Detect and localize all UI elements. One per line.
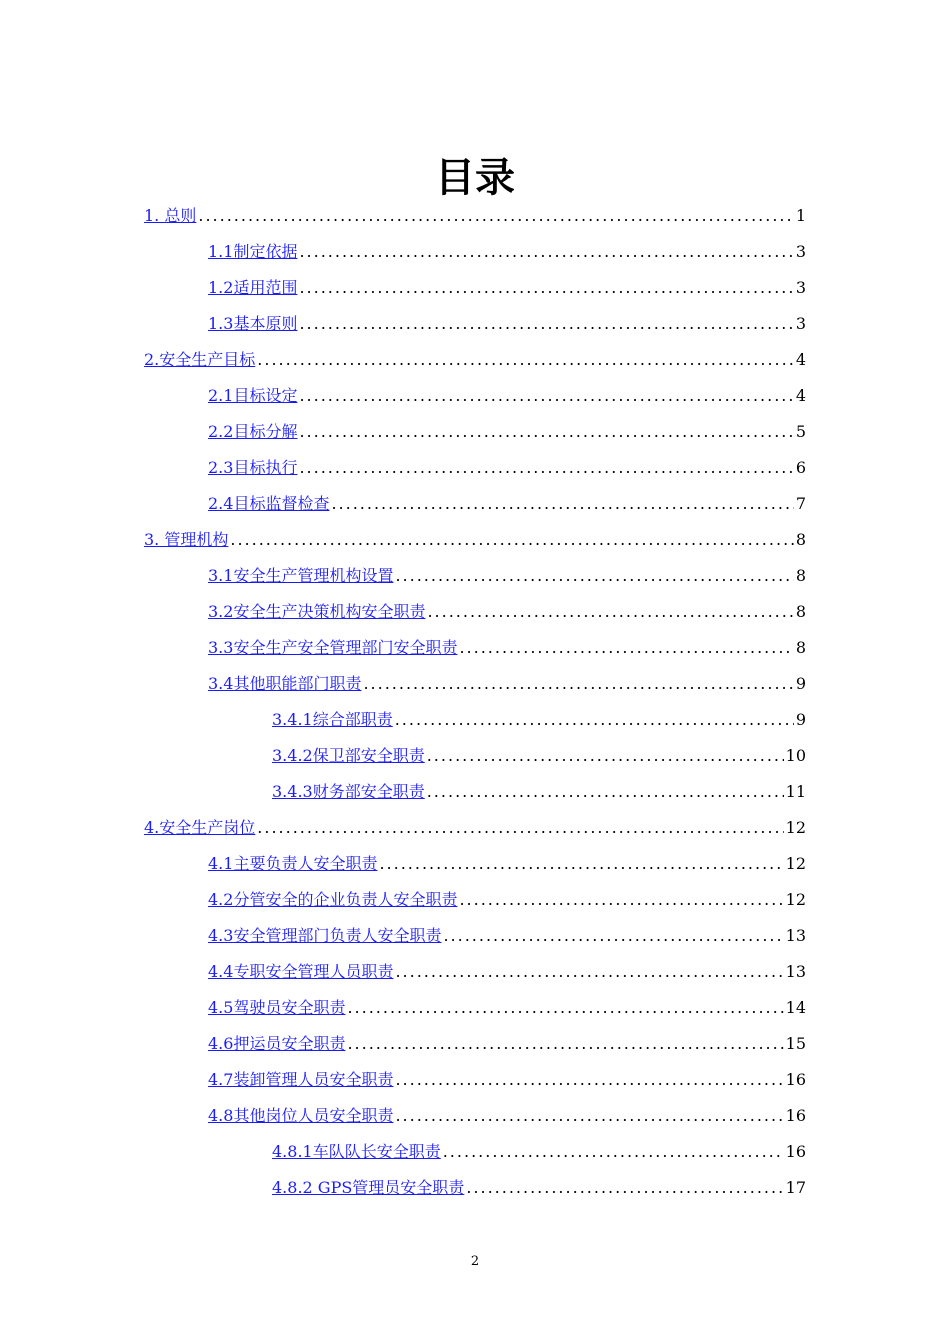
toc-entry	[0, 522, 950, 558]
toc-page-number: 5	[795, 422, 806, 441]
toc-link[interactable]: 3.4.3财务部安全职责	[272, 782, 425, 801]
toc-leader-dots	[379, 854, 783, 874]
toc-link[interactable]: 3.4.1综合部职责	[272, 710, 393, 729]
toc-leader-dots	[257, 350, 794, 370]
toc-page-number: 9	[795, 674, 806, 693]
toc-leader-dots	[299, 422, 793, 442]
toc-page-number: 8	[795, 602, 806, 621]
toc-leader-dots	[427, 782, 784, 802]
toc-link[interactable]: 4.8.1车队队长安全职责	[272, 1142, 441, 1161]
toc-leader-dots	[395, 566, 793, 586]
toc-entry	[0, 594, 950, 630]
toc-page-number: 9	[795, 710, 806, 729]
toc-row	[144, 350, 806, 370]
toc-row	[208, 1106, 806, 1126]
toc-entry	[0, 954, 950, 990]
toc-link[interactable]: 1.3基本原则	[208, 314, 298, 333]
toc-entry	[0, 810, 950, 846]
toc-entry	[0, 882, 950, 918]
toc-row	[272, 746, 806, 766]
toc-row	[144, 206, 806, 226]
toc-leader-dots	[331, 494, 793, 514]
toc-link[interactable]: 4.安全生产岗位	[144, 818, 256, 837]
toc-leader-dots	[257, 818, 783, 838]
toc-page-number: 6	[795, 458, 806, 477]
toc-row	[208, 1034, 806, 1054]
toc-leader-dots	[299, 278, 793, 298]
toc-link[interactable]: 2.3目标执行	[208, 458, 298, 477]
toc-link[interactable]: 4.4专职安全管理人员职责	[208, 962, 394, 981]
toc-row	[208, 278, 806, 298]
toc-link[interactable]: 3.2安全生产决策机构安全职责	[208, 602, 426, 621]
toc-page-number: 8	[795, 530, 806, 549]
toc-link[interactable]: 2.2目标分解	[208, 422, 298, 441]
toc-leader-dots	[427, 746, 784, 766]
toc-entry	[0, 450, 950, 486]
toc-entry	[0, 342, 950, 378]
toc-page-number: 10	[785, 746, 806, 765]
toc-link[interactable]: 4.2分管安全的企业负责人安全职责	[208, 890, 458, 909]
toc-entry	[0, 306, 950, 342]
toc-entry	[0, 846, 950, 882]
toc-page-number: 8	[795, 638, 806, 657]
toc-link[interactable]: 4.7装卸管理人员安全职责	[208, 1070, 394, 1089]
toc-leader-dots	[395, 962, 783, 982]
toc-link[interactable]: 4.6押运员安全职责	[208, 1034, 346, 1053]
table-of-contents	[0, 198, 950, 1206]
toc-link[interactable]: 4.1主要负责人安全职责	[208, 854, 378, 873]
toc-page-number: 13	[785, 926, 806, 945]
toc-entry	[0, 198, 950, 234]
toc-entry	[0, 1098, 950, 1134]
toc-leader-dots	[198, 206, 793, 226]
toc-row	[208, 962, 806, 982]
toc-entry	[0, 990, 950, 1026]
toc-page-number: 4	[795, 386, 806, 405]
toc-leader-dots	[347, 1034, 783, 1054]
toc-page-number: 3	[795, 242, 806, 261]
toc-entry	[0, 1134, 950, 1170]
page-number: 2	[470, 1254, 480, 1269]
toc-page-number: 14	[785, 998, 806, 1017]
toc-page-number: 15	[785, 1034, 806, 1053]
toc-link[interactable]: 4.5驾驶员安全职责	[208, 998, 346, 1017]
toc-row	[272, 1142, 806, 1162]
toc-page-number: 16	[785, 1142, 806, 1161]
toc-entry	[0, 702, 950, 738]
toc-row	[272, 782, 806, 802]
toc-page-number: 12	[785, 854, 806, 873]
toc-entry	[0, 918, 950, 954]
toc-row	[208, 458, 806, 478]
toc-row	[208, 854, 806, 874]
toc-row	[208, 890, 806, 910]
toc-row	[272, 1178, 806, 1198]
toc-leader-dots	[363, 674, 793, 694]
toc-entry	[0, 1170, 950, 1206]
toc-link[interactable]: 3.1安全生产管理机构设置	[208, 566, 394, 585]
page-title: 目录	[435, 155, 515, 201]
toc-page-number: 1	[795, 206, 806, 225]
toc-link[interactable]: 2.安全生产目标	[144, 350, 256, 369]
toc-link[interactable]: 1.2适用范围	[208, 278, 298, 297]
toc-page-number: 16	[785, 1106, 806, 1125]
toc-row	[208, 602, 806, 622]
toc-leader-dots	[427, 602, 793, 622]
toc-row	[208, 926, 806, 946]
toc-row	[208, 674, 806, 694]
toc-page-number: 12	[785, 890, 806, 909]
toc-leader-dots	[443, 926, 783, 946]
toc-link[interactable]: 1. 总则	[144, 206, 197, 225]
toc-leader-dots	[230, 530, 793, 550]
toc-leader-dots	[347, 998, 783, 1018]
toc-entry	[0, 486, 950, 522]
toc-row	[208, 638, 806, 658]
toc-row	[208, 386, 806, 406]
toc-page-number: 17	[785, 1178, 806, 1197]
toc-leader-dots	[395, 1106, 783, 1126]
toc-page-number: 13	[785, 962, 806, 981]
toc-row	[144, 530, 806, 550]
toc-link[interactable]: 3.3安全生产安全管理部门安全职责	[208, 638, 458, 657]
toc-link[interactable]: 3.4.2保卫部安全职责	[272, 746, 425, 765]
toc-entry	[0, 558, 950, 594]
toc-link[interactable]: 3. 管理机构	[144, 530, 229, 549]
toc-leader-dots	[299, 386, 793, 406]
toc-row	[208, 566, 806, 586]
toc-link[interactable]: 4.8.2 GPS管理员安全职责	[272, 1178, 465, 1197]
toc-row	[144, 818, 806, 838]
toc-link[interactable]: 2.1目标设定	[208, 386, 298, 405]
toc-leader-dots	[459, 890, 783, 910]
toc-leader-dots	[299, 242, 793, 262]
toc-entry	[0, 738, 950, 774]
toc-row	[208, 314, 806, 334]
toc-link[interactable]: 4.8其他岗位人员安全职责	[208, 1106, 394, 1125]
toc-leader-dots	[466, 1178, 783, 1198]
toc-page-number: 3	[795, 278, 806, 297]
toc-entry	[0, 1062, 950, 1098]
toc-page-number: 8	[795, 566, 806, 585]
toc-page-number: 16	[785, 1070, 806, 1089]
toc-row	[208, 998, 806, 1018]
toc-link[interactable]: 2.4目标监督检查	[208, 494, 330, 513]
toc-page-number: 11	[785, 782, 806, 801]
toc-link[interactable]: 4.3安全管理部门负责人安全职责	[208, 926, 442, 945]
toc-leader-dots	[443, 1142, 784, 1162]
toc-row	[272, 710, 806, 730]
toc-link[interactable]: 1.1制定依据	[208, 242, 298, 261]
toc-entry	[0, 234, 950, 270]
toc-entry	[0, 1026, 950, 1062]
toc-page-number: 4	[795, 350, 806, 369]
toc-page-number: 12	[785, 818, 806, 837]
toc-page-number: 3	[795, 314, 806, 333]
toc-row	[208, 1070, 806, 1090]
toc-entry	[0, 774, 950, 810]
toc-leader-dots	[299, 458, 793, 478]
toc-entry	[0, 270, 950, 306]
toc-entry	[0, 666, 950, 702]
toc-entry	[0, 630, 950, 666]
toc-link[interactable]: 3.4其他职能部门职责	[208, 674, 362, 693]
toc-leader-dots	[299, 314, 793, 334]
toc-leader-dots	[395, 710, 794, 730]
toc-entry	[0, 414, 950, 450]
toc-leader-dots	[459, 638, 793, 658]
toc-entry	[0, 378, 950, 414]
toc-page-number: 7	[795, 494, 806, 513]
toc-row	[208, 422, 806, 442]
toc-leader-dots	[395, 1070, 783, 1090]
toc-row	[208, 242, 806, 262]
toc-row	[208, 494, 806, 514]
